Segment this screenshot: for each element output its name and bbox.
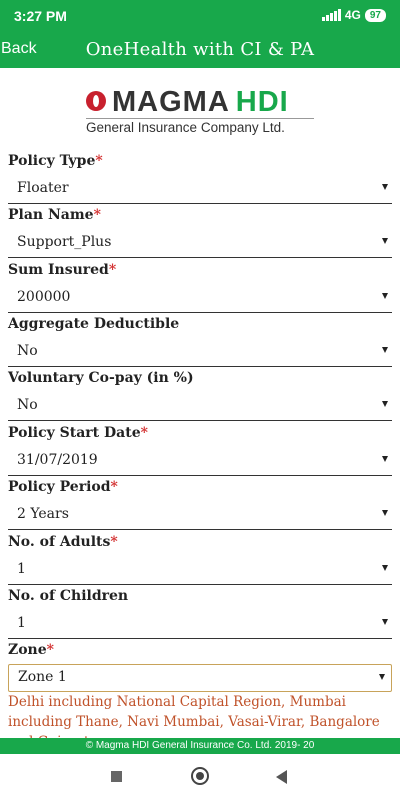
field-label-text: No. of Children bbox=[8, 588, 129, 604]
field-label bbox=[8, 153, 392, 171]
zone-description: Delhi including National Capital Region, Mumbai including Thane, Navi Mumbai, Vasai-Virar, Bangalore bbox=[8, 694, 380, 730]
field-label bbox=[8, 588, 392, 606]
field-label bbox=[8, 534, 392, 552]
home-circle-icon[interactable] bbox=[191, 767, 209, 785]
adults-field bbox=[8, 534, 392, 585]
page-title: OneHealth with CI & PA bbox=[85, 39, 315, 60]
status-bar bbox=[0, 0, 400, 32]
field-label-text: Policy Type bbox=[8, 153, 96, 169]
voluntary-copay-field bbox=[8, 370, 392, 421]
logo-brand bbox=[112, 86, 289, 119]
dropdown-arrow-icon bbox=[382, 238, 388, 244]
aggregate-deductible-select[interactable] bbox=[8, 338, 392, 367]
sum-insured-field bbox=[8, 262, 392, 313]
policy-period-select[interactable] bbox=[8, 501, 392, 530]
aggregate-deductible-field bbox=[8, 316, 392, 367]
dropdown-arrow-icon bbox=[382, 510, 388, 516]
select-value: 200000 bbox=[17, 289, 71, 305]
policy-start-date-select[interactable] bbox=[8, 447, 392, 476]
required-marker: * bbox=[108, 262, 117, 278]
select-value: 1 bbox=[17, 561, 26, 577]
logo-magma-text: MAGMA bbox=[112, 86, 230, 118]
field-label-text: Plan Name bbox=[8, 207, 94, 223]
back-triangle-icon[interactable] bbox=[276, 770, 287, 784]
status-time: 3:27 PM bbox=[14, 8, 67, 24]
field-label-text: Sum Insured bbox=[8, 262, 109, 278]
dropdown-arrow-icon bbox=[379, 674, 385, 680]
company-logo bbox=[86, 88, 316, 140]
select-value: Support_Plus bbox=[17, 234, 112, 250]
recent-apps-square-icon[interactable] bbox=[111, 771, 122, 782]
back-button[interactable]: Back bbox=[1, 40, 37, 57]
field-label bbox=[8, 370, 392, 388]
children-field bbox=[8, 588, 392, 639]
signal-icon bbox=[322, 9, 341, 21]
dropdown-arrow-icon bbox=[382, 347, 388, 353]
field-label bbox=[8, 316, 392, 334]
sum-insured-select[interactable] bbox=[8, 284, 392, 313]
copyright-footer: © Magma HDI General Insurance Co. Ltd. 2019- 20 bbox=[0, 738, 400, 754]
field-label-text: No. of Adults bbox=[8, 534, 111, 550]
zone-select[interactable] bbox=[8, 664, 392, 692]
dropdown-arrow-icon bbox=[382, 565, 388, 571]
dropdown-arrow-icon bbox=[382, 456, 388, 462]
policy-period-field bbox=[8, 479, 392, 530]
select-value: 31/07/2019 bbox=[17, 452, 98, 468]
children-select[interactable] bbox=[8, 610, 392, 639]
dropdown-arrow-icon bbox=[382, 184, 388, 190]
field-label bbox=[8, 207, 392, 225]
select-value: No bbox=[17, 343, 38, 359]
policy-start-date-field bbox=[8, 425, 392, 476]
dropdown-arrow-icon bbox=[382, 293, 388, 299]
field-label bbox=[8, 262, 392, 280]
status-icons bbox=[322, 8, 386, 22]
field-label-text: Policy Start Date bbox=[8, 425, 141, 441]
required-marker: * bbox=[140, 425, 148, 441]
logo-subtitle: General Insurance Company Ltd. bbox=[86, 120, 285, 135]
magma-logo-icon bbox=[86, 91, 106, 111]
field-label bbox=[8, 642, 392, 660]
select-value: No bbox=[17, 397, 38, 413]
required-marker: * bbox=[46, 642, 54, 658]
required-marker: * bbox=[110, 479, 118, 495]
field-label-text: Zone bbox=[8, 642, 47, 658]
select-value: 2 Years bbox=[17, 506, 69, 522]
required-marker: * bbox=[95, 153, 103, 169]
select-value: Zone 1 bbox=[18, 669, 67, 685]
app-bar bbox=[0, 32, 400, 68]
adults-select[interactable] bbox=[8, 556, 392, 585]
plan-name-select[interactable] bbox=[8, 229, 392, 258]
policy-type-select[interactable] bbox=[8, 175, 392, 204]
required-marker: * bbox=[93, 207, 101, 223]
logo-divider bbox=[86, 118, 314, 119]
field-label-text: Aggregate Deductible bbox=[8, 316, 180, 332]
field-label-text: Voluntary Co-pay (in %) bbox=[8, 370, 194, 386]
select-value: 1 bbox=[17, 615, 26, 631]
plan-name-field bbox=[8, 207, 392, 258]
dropdown-arrow-icon bbox=[382, 401, 388, 407]
voluntary-copay-select[interactable] bbox=[8, 392, 392, 421]
required-marker: * bbox=[110, 534, 118, 550]
dropdown-arrow-icon bbox=[382, 619, 388, 625]
field-label-text: Policy Period bbox=[8, 479, 111, 495]
field-label bbox=[8, 425, 392, 443]
policy-type-field bbox=[8, 153, 392, 204]
battery-icon: 97 bbox=[365, 9, 386, 22]
logo-hdi-text: HDI bbox=[235, 86, 289, 118]
select-value: Floater bbox=[17, 180, 69, 196]
zone-field bbox=[8, 642, 392, 692]
field-label bbox=[8, 479, 392, 497]
network-type: 4G bbox=[344, 8, 361, 22]
